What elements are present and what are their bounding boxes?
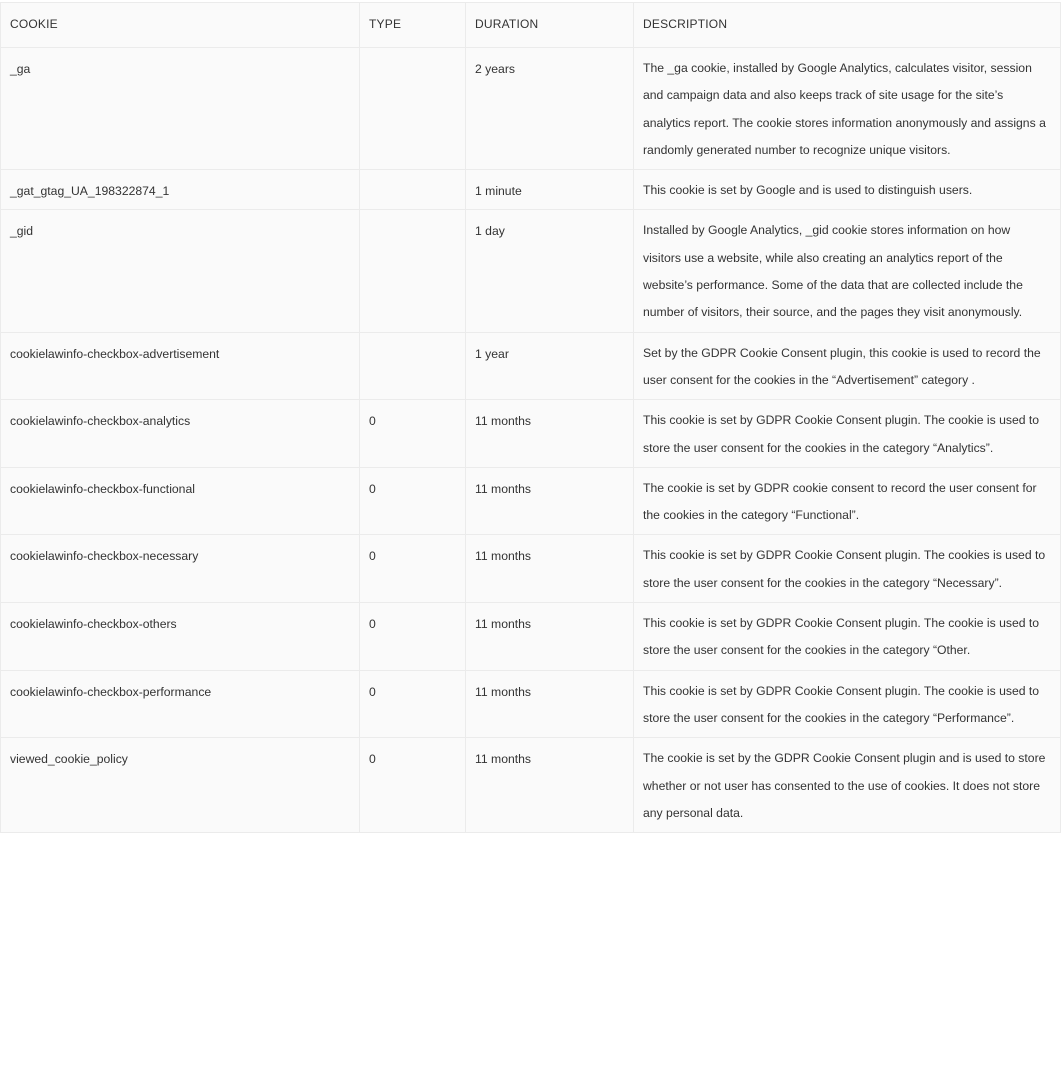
cookie-duration: 11 months — [466, 400, 634, 468]
cookie-type: 0 — [360, 603, 466, 671]
cookie-duration: 1 minute — [466, 170, 634, 210]
cookie-description: This cookie is set by GDPR Cookie Consent plugin. The cookie is used to store the user consent for the cookies in the category “Other. — [634, 603, 1061, 671]
header-type: TYPE — [360, 3, 466, 48]
table-row — [1, 332, 1061, 400]
cookie-name: cookielawinfo-checkbox-functional — [1, 467, 360, 535]
cookie-description: Installed by Google Analytics, _gid cookie stores information on how visitors use a website, while also creating an analytics report of the website’s performance. Some of the data that are collected include the number of visitors, their source, and the pages they visit anonymously. — [634, 210, 1061, 332]
table-row — [1, 738, 1061, 833]
table-row — [1, 535, 1061, 603]
cookie-type — [360, 332, 466, 400]
cookie-duration: 1 day — [466, 210, 634, 332]
table-row — [1, 48, 1061, 170]
cookie-type — [360, 170, 466, 210]
cookie-description: Set by the GDPR Cookie Consent plugin, this cookie is used to record the user consent for the cookies in the “Advertisement” category . — [634, 332, 1061, 400]
table-row — [1, 467, 1061, 535]
cookie-name: _gid — [1, 210, 360, 332]
table-row — [1, 400, 1061, 468]
cookie-name: _gat_gtag_UA_198322874_1 — [1, 170, 360, 210]
cookie-duration: 11 months — [466, 603, 634, 671]
table-header — [1, 3, 1061, 48]
cookie-type: 0 — [360, 535, 466, 603]
header-row — [1, 3, 1061, 48]
cookie-description: This cookie is set by GDPR Cookie Consent plugin. The cookie is used to store the user consent for the cookies in the category “Analytics”. — [634, 400, 1061, 468]
header-duration: DURATION — [466, 3, 634, 48]
cookie-duration: 11 months — [466, 670, 634, 738]
cookie-name: viewed_cookie_policy — [1, 738, 360, 833]
cookie-description: The _ga cookie, installed by Google Analytics, calculates visitor, session and campaign data and also keeps track of site usage for the site’s analytics report. The cookie stores information anonymously and assigns a randomly generated number to recognize unique visitors. — [634, 48, 1061, 170]
cookie-name: cookielawinfo-checkbox-analytics — [1, 400, 360, 468]
cookie-type: 0 — [360, 400, 466, 468]
cookie-duration: 11 months — [466, 535, 634, 603]
cookie-name: cookielawinfo-checkbox-others — [1, 603, 360, 671]
cookie-type: 0 — [360, 467, 466, 535]
table-row — [1, 210, 1061, 332]
cookie-name: cookielawinfo-checkbox-performance — [1, 670, 360, 738]
header-cookie: COOKIE — [1, 3, 360, 48]
table-row — [1, 670, 1061, 738]
cookie-name: cookielawinfo-checkbox-advertisement — [1, 332, 360, 400]
cookie-description: The cookie is set by the GDPR Cookie Consent plugin and is used to store whether or not user has consented to the use of cookies. It does not store any personal data. — [634, 738, 1061, 833]
cookie-type: 0 — [360, 738, 466, 833]
cookie-name: _ga — [1, 48, 360, 170]
cookie-description: This cookie is set by GDPR Cookie Consent plugin. The cookie is used to store the user consent for the cookies in the category “Performance”. — [634, 670, 1061, 738]
cookie-duration: 11 months — [466, 738, 634, 833]
cookie-description: This cookie is set by GDPR Cookie Consent plugin. The cookies is used to store the user consent for the cookies in the category “Necessary”. — [634, 535, 1061, 603]
cookie-table — [0, 2, 1061, 833]
table-row — [1, 170, 1061, 210]
cookie-type — [360, 210, 466, 332]
table-row — [1, 603, 1061, 671]
cookie-description: This cookie is set by Google and is used to distinguish users. — [634, 170, 1061, 210]
cookie-description: The cookie is set by GDPR cookie consent to record the user consent for the cookies in the category “Functional”. — [634, 467, 1061, 535]
header-description: DESCRIPTION — [634, 3, 1061, 48]
cookie-type: 0 — [360, 670, 466, 738]
cookie-duration: 2 years — [466, 48, 634, 170]
table-body — [1, 48, 1061, 833]
cookie-duration: 11 months — [466, 467, 634, 535]
cookie-name: cookielawinfo-checkbox-necessary — [1, 535, 360, 603]
cookie-duration: 1 year — [466, 332, 634, 400]
cookie-type — [360, 48, 466, 170]
